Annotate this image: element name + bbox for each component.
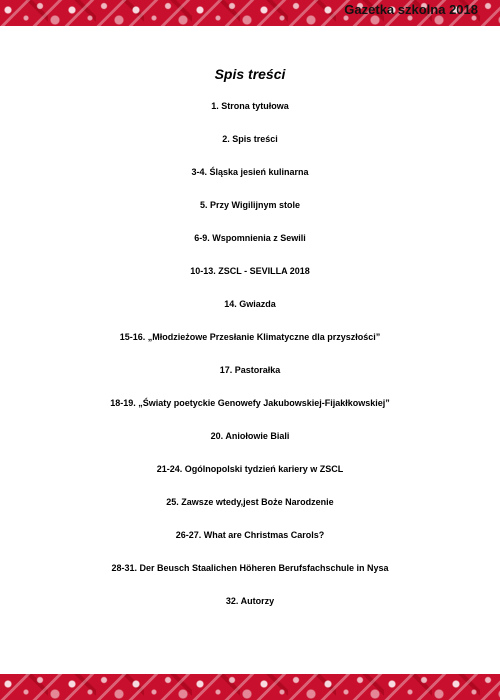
toc-item: 10-13. ZSCL - SEVILLA 2018 (190, 266, 310, 276)
toc-item: 28-31. Der Beusch Staalichen Höheren Berufsfachschule in Nysa (111, 563, 389, 573)
bottom-banner (0, 674, 500, 700)
toc-item: 21-24. Ogólnopolski tydzień kariery w ZSCL (156, 464, 344, 474)
toc-item: 15-16. „Młodzieżowe Przesłanie Klimatyczne dla przyszłości” (119, 332, 381, 342)
toc-item: 17. Pastorałka (219, 365, 281, 375)
toc-item: 1. Strona tytułowa (211, 101, 289, 111)
newsletter-title: Gazetka szkolna 2018 (344, 2, 478, 17)
toc-item: 20. Aniołowie Biali (210, 431, 290, 441)
toc-item: 18-19. „Światy poetyckie Genowefy Jakubowskiej-Fijakłkowskiej” (110, 398, 390, 408)
toc-item: 25. Zawsze wtedy,jest Boże Narodzenie (166, 497, 334, 507)
toc-item: 32. Autorzy (225, 596, 275, 606)
toc-item: 6-9. Wspomnienia z Sewili (194, 233, 306, 243)
toc-item: 5. Przy Wigilijnym stole (200, 200, 300, 210)
toc-item: 14. Gwiazda (224, 299, 276, 309)
toc-heading: Spis treści (214, 66, 286, 82)
toc-item: 2. Spis treści (222, 134, 278, 144)
toc-item: 26-27. What are Christmas Carols? (175, 530, 325, 540)
toc-item: 3-4. Śląska jesień kulinarna (191, 167, 309, 177)
